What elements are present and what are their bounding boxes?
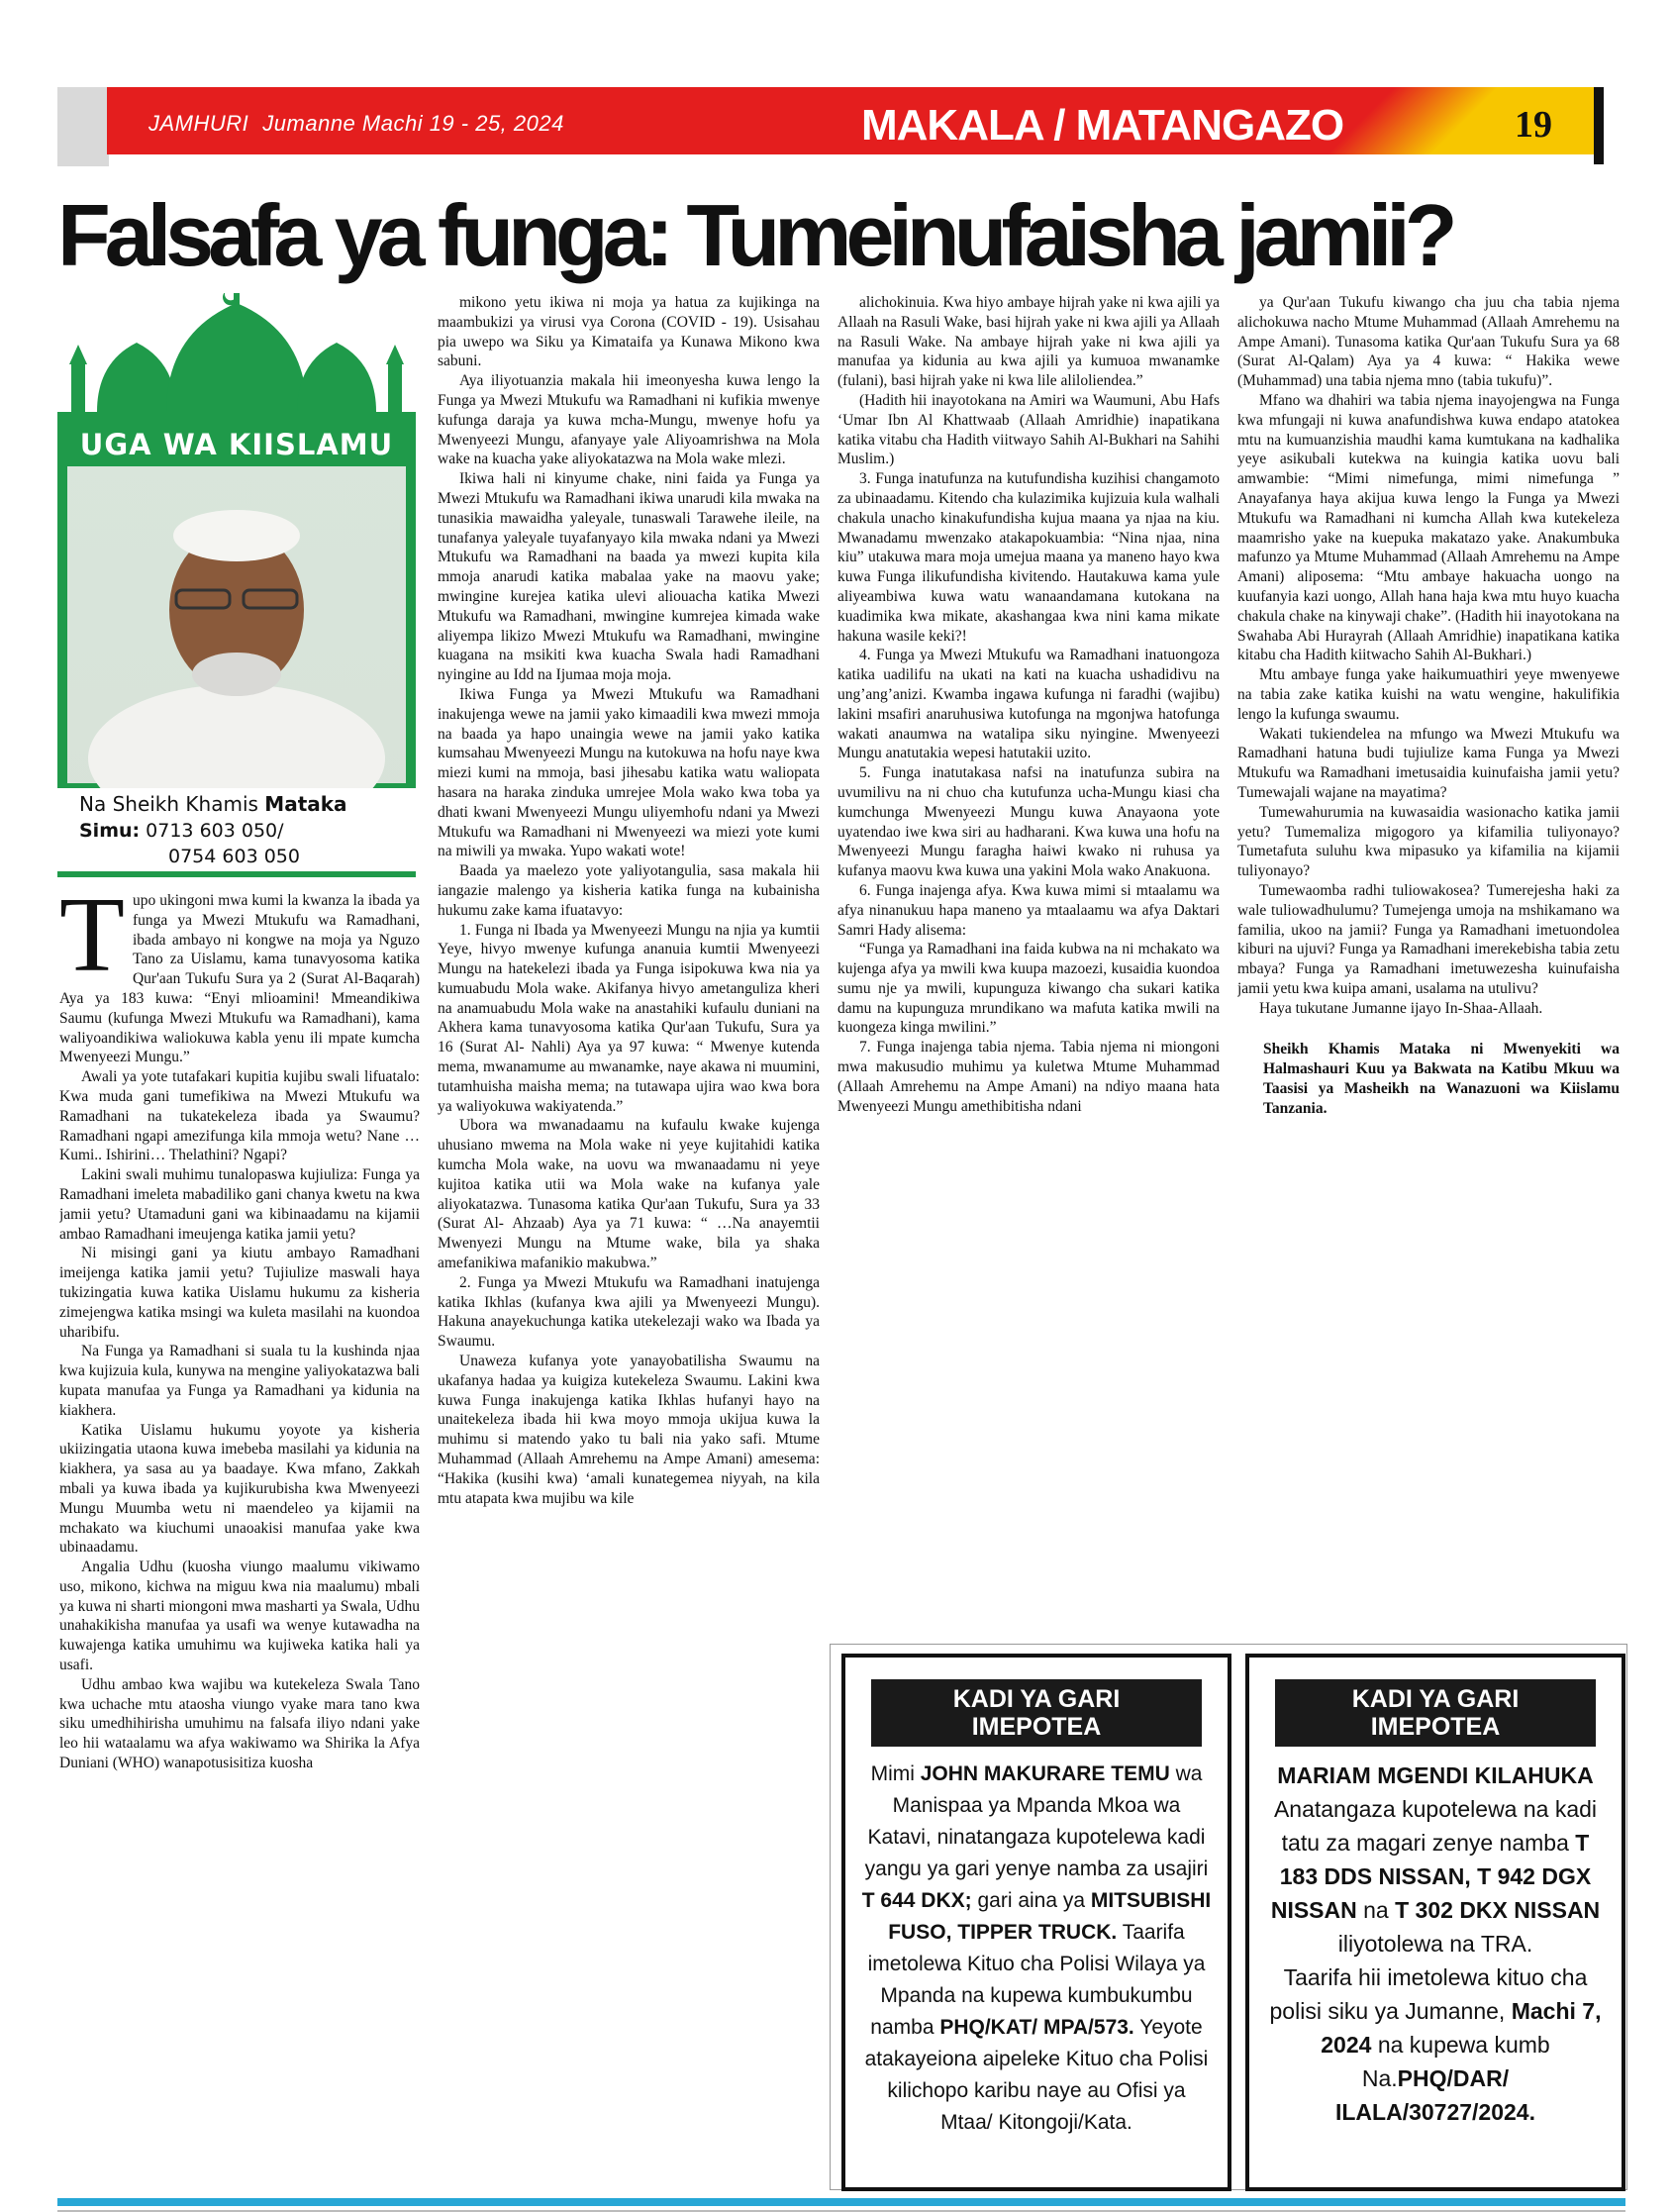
headline: Falsafa ya funga: Tumeinufaisha jamii?	[57, 186, 1452, 284]
article-paragraph: Ubora wa mwanadaamu na kufaulu kwake kujenga uhusiano mwema na Mola wake ni yeye kujitahidi katika kumcha Mola wake, na uovu wa mwanaadamu ni yeye kujitoa katika utii wa Mola wake na kufanya yale aliyokatazwa. Tunasoma katika Qur'aan Tukufu, Sura ya 33 (Surat Al- Ahzaab) Aya ya 71 kuwa: “ …Na anayemtii Mwenyezi Mungu na Mtume wake, bila ya shaka amefanikiwa mafanikio makubwa.”	[438, 1117, 820, 1272]
green-divider	[57, 871, 416, 877]
ad-1-heading-line-2: IMEPOTEA	[971, 1713, 1102, 1741]
phone-number-2: 0754 603 050	[168, 846, 300, 867]
phone-number-1: 0713 603 050/	[146, 820, 284, 842]
ad-2-text: na	[1356, 1897, 1396, 1923]
ad-1-text: wa Manispaa ya Mpanda Mkoa wa Katavi, ninatangaza kupotelewa kadi yangu ya gari yenye namba za usajiri	[864, 1762, 1209, 1880]
ad-2-reference: PHQ/DAR/ ILALA/30727/2024.	[1334, 2065, 1535, 2125]
article-paragraph: Udhu ambao kwa wajibu wa kutekeleza Swala Tano kwa uchache mtu ataosha viungo vyake mara tano kwa siku umedhihirisha umuhimu na falsafa iliyo ndani yake leo hii wataalamu wa afya wakiwamo wa Shirika la Afya Duniani (WHO) wanapotusisitiza kuosha	[59, 1675, 420, 1772]
article-paragraph: alichokinuia. Kwa hiyo ambaye hijrah yake ni kwa ajili ya Allaah na Rasuli Wake, basi hijrah yake ni kwa ajili ya Allaah na Rasuli Wake. Na ambaye hijrah yake ni kwa ajili ya manufaa ya kidunia au kwa ajili ya kumuoa mwanamke (fulani), basi hijrah yake ni kwa lile aliloliendea.”	[837, 294, 1220, 390]
article-paragraph: Katika Uislamu hukumu yoyote ya kisheria ukiizingatia utaona kuwa imebeba masilahi ya kidunia na kiakhera, ya sasa au ya baadaye. Kwa mfano, Zakkah mbali ya kuwa ibada ya kujikurubisha kwa Mwenyeezi Mungu Muumba wetu ni maendeleo ya kijamii na mchakato wa kiuchumi unaoakisi manufaa yake kwa ubinaadamu.	[59, 1421, 420, 1557]
ad-2-text: na kupewa kumb Na.	[1361, 2032, 1550, 2091]
ad-1-text: Yeyote atakayeiona aipeleke Kituo cha Polisi kilichopo karibu naye au Ofisi ya Mtaa/ Kitongoji/Kata.	[864, 2016, 1209, 2134]
article-paragraph: (Hadith hii inayotokana na Amiri wa Waumuni, Abu Hafs ‘Umar Ibn Al Khattwaab (Allaah Amridhie) inapatikana katika vitabu cha Hadith viitwayo Sahih Al-Bukhari na Sahihi Muslim.)	[837, 391, 1220, 468]
article-paragraph: Angalia Udhu (kuosha viungo maalumu vikiwamo uso, mikono, kichwa na miguu kwa nia maalumu) mbali ya kuwa ni sharti miongoni mwa masharti ya Swala, Udhu unahakikisha manufaa ya usafi wa wenye kutawadha na kuwajenga katika umuhimu wa kujiweka katika hali ya usafi.	[59, 1558, 420, 1674]
ad-2-heading-line-1: KADI YA GARI	[1351, 1685, 1520, 1713]
article-paragraph: “Funga ya Ramadhani ina faida kubwa na ni mchakato wa kujenga afya ya mwili kwa kuupa mazoezi, kusaidia kuondoa sumu nje ya mwili, kupunguza kiwango cha sukari katika damu na kupunguza mrundikano wa mafuta katika mwili na kuongeza kinga mwilini.”	[837, 941, 1220, 1037]
header-gray-block	[57, 87, 109, 166]
phone-line-1	[79, 820, 284, 842]
article-paragraph: upo ukingoni mwa kumi la kwanza la ibada ya funga ya Mwezi Mtukufu wa Ramadhani, ibada ambayo ni kongwe na moja ya Nguzo Tano za Uislamu, kama tunavyosoma katika Qur'aan Tukufu Sura ya 2 (Surat Al-Baqarah) Aya ya 183 kuwa: “Enyi mlioamini! Mmeandikiwa Saumu (kufunga Mwezi Mtukufu wa Ramadhani), kama waliyoandikiwa waliokuwa kabla yenu ili mpate kumcha Mwenyeezi Mungu.”	[59, 892, 420, 1066]
ad-2-plates: T 183 DDS NISSAN, T 942 DGX NISSAN	[1270, 1830, 1592, 1923]
ad-lost-card-1	[841, 1654, 1231, 2191]
column-title: UGA WA KIISLAMU	[79, 428, 394, 461]
ad-1-reference: PHQ/KAT/ MPA/573.	[939, 2016, 1134, 2039]
article-paragraph: Ikiwa Funga ya Mwezi Mtukufu wa Ramadhani inakujenga wewe na jamii yako kimaadili kwa mwezi mmoja na baada ya hapo unaingia wewe na jamii yako katika kumsahau Mwenyeezi Mungu na kutokuwa na hofu naye kwa miezi kumi na mmoja, basi jihesabu katika watu waliopata hasara na haraka zinduka umrejee Mola wako kwa toba ya dhati kwani Mwenyeezi Mungu uliyemhofu ndani ya Mwezi Mtukufu wa Ramadhani ni Mwenyeezi wa miezi yote kumi na miwili ya mwaka. Yupo wakati wote!	[438, 685, 820, 860]
article-paragraph: 1. Funga ni Ibada ya Mwenyeezi Mungu na njia ya kumtii Yeye, hivyo mwenye kufunga ananuia kumtii Mwenyeezi Mungu na hatekelezi ibada ya Funga isipokuwa kwa nia ya kumuabudu Mola wake. Akifanya hivyo ametanguliza kheri na anamuabudu Mola wake na anastahiki kufaulu duniani na Akhera kama tunavyosoma katika Qur'aan Tukufu, Sura ya 16 (Surat Al- Nahli) Aya ya 97 kuwa: “ Mwenye kutenda mema, mwanamume au mwanamke, naye akawa ni muumini, tutamhuisha maisha mema; na tutawapa ujira wao kwa bora ya waliyokuwa wakiyatenda.”	[438, 921, 820, 1115]
byline-name: Mataka	[264, 792, 347, 816]
ad-2-text: Anatangaza kupotelewa na kadi tatu za magari zenye namba	[1273, 1796, 1598, 1856]
article-paragraph: 6. Funga inajenga afya. Kwa kuwa mimi si mtaalamu wa afya ninanukuu hapa maneno ya mtaalaamu wa afya Daktari Samri Hady alisema:	[837, 881, 1220, 939]
ad-2-heading	[1275, 1679, 1596, 1747]
ad-1-text: Taarifa imetolewa Kituo cha Polisi Wilaya ya Mpanda na kupewa kumbukumbu namba	[867, 1921, 1206, 2039]
article-paragraph: Lakini swali muhimu tunalopaswa kujiuliza: Funga ya Ramadhani imeleta mabadiliko gani chanya kwetu na kwa jamii yetu? Utamaduni gani wa kibinaadamu na kijamii ambao Ramadhani imeujenga katika jamii yetu?	[59, 1166, 420, 1243]
byline-prefix: Na Sheikh Khamis	[79, 792, 265, 816]
byline	[79, 792, 347, 816]
ad-1-text: gari aina ya	[971, 1889, 1091, 1912]
article-paragraph: Haya tukutane Jumanne ijayo In-Shaa-Allaah.	[1259, 999, 1543, 1017]
ad-lost-card-2	[1245, 1654, 1625, 2191]
paper-name: JAMHURI	[148, 111, 249, 136]
article-paragraph: 5. Funga inatutakasa nafsi na inatufunza subira na uvumilivu na ni chuo cha kutufunza ucha-Mungu kiasi cha kumchunga Mwenyeezi Mungu kuwa Anayaona yote uyatendao iwe kwa siri au hadharani. Kwa kuwa una hofu na Mwenyeezi Mungu faragha haiwi kwako ni ruhusa ya kufanya maovu kwa kuwa una yakini Mola wako Anakuona.	[837, 764, 1220, 880]
article-column-2	[438, 293, 820, 2184]
drop-cap: T	[59, 891, 125, 994]
ad-1-text: Mimi	[870, 1762, 921, 1785]
ad-2-plate-3: T 302 DKX NISSAN	[1395, 1897, 1601, 1923]
article-paragraph: Unaweza kufanya yote yanayobatilisha Swaumu na ukafanya hadaa ya kuigiza kutekeleza Swaumu. Lakini kwa kuwa Funga inakujenga katika Ikhlas hufanyi hayo na unaitekeleza ibada hii kwa moyo mmoja ukijua kuwa la muhimu si matendo yako tu bali nia yako safi. Mtume Muhammad (Allaah Amrehemu na Ampe Amani) amesema: “Hakika (kusihi kwa) ‘amali kunategemea niyyah, na kila mtu atapata kwa mujibu wa kile	[438, 1353, 820, 1507]
article-paragraph: Tumewahurumia na kuwasaidia wasionacho katika jamii yetu? Tumemaliza migogoro ya kifamilia tuliyonayo? Tumetafuta suluhu kwa mipasuko ya kifamilia na kijamii tuliyonayo?	[1237, 803, 1620, 880]
ad-2-text: iliyotolewa na TRA.	[1337, 1931, 1533, 1957]
page-number: 19	[1515, 104, 1552, 146]
article-paragraph: Ikiwa hali ni kinyume chake, nini faida ya Funga ya Mwezi Mtukufu wa Ramadhani ikiwa unarudi kila mwaka na tunasikia mawaidha yaleyale, tunaswali Tarawehe ileile, na tunafanya yaleyale tuyafanyayo kila mwaka ndani ya Mwezi Mtukufu wa Ramadhani na baada ya mwezi kupita kila mmoja anarudi katika mabalaa yake na maovu yake; mwingine kurejea katika ulevi aliouacha katika Mwezi Mtukufu wa Ramadhani, mwingine kumrejea kimada wake aliyempa likizo Mwezi Mtukufu wa Ramadhani, mwingine kuagana na msikiti kwa kuacha Swala hadi Ramadhani nyingine au Idd na Ijumaa moja moja.	[438, 470, 820, 684]
article-paragraph: Ni misingi gani ya kiutu ambayo Ramadhani imeijenga katika jamii yetu? Tujiulize maswali haya tukizingatia kuwa katika Uislamu hukumu za kisheria zimejengwa katika msingi wa kuleta masilahi na kuondoa uharibifu.	[59, 1245, 420, 1341]
article-paragraph: Tumewaomba radhi tuliowakosea? Tumerejesha haki za wale tuliowadhulumu? Tumejenga umoja na mshikamano wa familia, ukoo na jamii? Funga ya Ramadhani imetuondolea kiburi na ujuvi? Funga ya Ramadhani imerekebisha tabia zetu mbaya? Funga ya Ramadhani imetuwezesha kuinufaisha jamii yetu kwa kuipa amani, usalama na utulivu?	[1237, 881, 1620, 997]
ad-2-body	[1249, 1747, 1622, 2129]
article-paragraph: Wakati tukiendelea na mfungo wa Mwezi Mtukufu wa Ramadhani hatuna budi tujiulize kama Funga ya Mwezi Mtukufu wa Ramadhani imetusaidia kuinufaisha jamii yetu? Tumewajali wajane na mayatima?	[1237, 725, 1620, 801]
article-paragraph: 4. Funga ya Mwezi Mtukufu wa Ramadhani inatuongoza katika uadilifu na ukati na kati na kuacha ushadidivu na ung’ang’anizi. Kwamba ingawa kufunga ni faradhi (wajibu) lakini msafiri anaruhusiwa kutofunga na mgonjwa hatofunga wakati anaumwa na watalipa siku nyingine. Mwenyeezi Mungu anatutakia wepesi hatutakii uzito.	[837, 647, 1220, 762]
article-column-1	[59, 891, 420, 2183]
ad-2-text: Taarifa hii imetolewa kituo cha polisi siku ya Jumanne,	[1269, 1964, 1588, 2024]
ad-1-heading	[871, 1679, 1202, 1747]
phone-label: Simu:	[79, 820, 141, 842]
issue-date: Jumanne Machi 19 - 25, 2024	[262, 111, 564, 136]
article-paragraph: 3. Funga inatufunza na kutufundisha kuzihisi changamoto za ubinaadamu. Kitendo cha kulazimika kujizuia kula walhali chakula unacho kinakufundisha kujua maana ya njaa na kiu. Mwanadamu mwenzako atakapokuambia: “Nina njaa, nina kiu” utakuwa mara moja umejua maana ya maneno hayo kwa kuwa Funga ilikufundisha kivitendo. Hautakuwa kama yule aliyeambiwa kuwa watu wanaandamana kutokana na kuadimika kwa mikate, akashangaa kwa nini kama mikate hakuna wasile keki?!	[837, 470, 1220, 645]
article-paragraph: Mtu ambaye funga yake haikumuathiri yeye mwenyewe na tabia zake katika kuishi na watu wengine, hakulifikia lengo la kufunga swaumu.	[1237, 666, 1620, 723]
ad-1-plate: T 644 DKX;	[861, 1889, 972, 1912]
article-paragraph: Aya iliyotuanzia makala hii imeonyesha kuwa lengo la Funga ya Mwezi Mtukufu wa Ramadhani ni kufikia mwenye kufunga daraja ya kuwa mcha-Mungu, mwenye hofu ya Mwenyeezi Mungu, afanyaye yale Aliyoamrishwa na Mola wake na kuacha yake aliyokatazwa na Mola wake mlezi.	[438, 372, 820, 468]
footer-blue-rule	[57, 2198, 1625, 2206]
article-paragraph: 2. Funga ya Mwezi Mtukufu wa Ramadhani inatujenga katika Ikhlas (kufanya kwa ajili ya Mwenyeezi Mungu). Hakuna anayekuchunga katika utekelezaji wako wa Ibada ya Swaumu.	[438, 1273, 820, 1351]
ad-1-vehicle: MITSUBISHI FUSO, TIPPER TRUCK.	[888, 1889, 1212, 1944]
article-paragraph: Awali ya yote tutafakari kupitia kujibu swali lifuatalo: Kwa muda gani tumefikiwa na Mwezi Mtukufu wa Ramadhani na tukatekeleza ibada ya Swaumu? Ramadhani ngapi amezifunga kila mmoja wetu? Nane … Kumi.. Ishirini… Thelathini? Ngapi?	[59, 1068, 420, 1164]
ad-1-heading-line-1: KADI YA GARI	[952, 1685, 1121, 1713]
article-paragraph: mikono yetu ikiwa ni moja ya hatua za kujikinga na maambukizi ya virusi vya Corona (COVID - 19). Usisahau pia uwepo wa Siku ya Kimataifa ya Kunawa Mikono kwa sabuni.	[438, 294, 820, 370]
article-column-4	[1237, 293, 1620, 1640]
ad-1-owner: JOHN MAKURARE TEMU	[920, 1762, 1170, 1785]
article-paragraph: Baada ya maelezo yote yaliyotangulia, sasa makala hii iangazie malengo ya kisheria katika funga na kubainisha hukumu zake kama ifuatavyo:	[438, 862, 820, 919]
article-paragraph: 7. Funga inajenga tabia njema. Tabia njema ni miongoni mwa makusudio muhimu ya kuletwa Mtume Muhammad (Allaah Amrehemu na Ampe Amani) na ndiyo maana hata Mwenyeezi Mungu amethibitisha ndani	[837, 1039, 1220, 1115]
paper-name-date	[148, 111, 578, 137]
article-column-3	[837, 293, 1220, 1640]
author-note: Sheikh Khamis Mataka ni Mwenyekiti wa Halmashauri Kuu ya Bakwata na Katibu Mkuu wa Taasisi ya Masheikh na Wanazuoni wa Kiislamu Tanzania.	[1263, 1041, 1620, 1117]
article-paragraph: Na Funga ya Ramadhani si suala tu la kushinda njaa kwa kujizuia kula, kunywa na mengine yaliyokatazwa bali kupata manufaa ya Funga ya Ramadhani ya kidunia na kiakhera.	[59, 1343, 420, 1419]
ad-1-body	[845, 1747, 1228, 2139]
header-edge-bar	[1594, 87, 1604, 164]
column-logo-art	[57, 293, 416, 788]
article-paragraph: ya Qur'aan Tukufu kiwango cha juu cha tabia njema alichokuwa nacho Mtume Muhammad (Allaah Amrehemu na Ampe Amani). Tunasoma katika Qur'aan Tukufu Sura ya 68 (Surat Al-Qalam) Aya ya 4 kuwa: “ Hakika wewe (Muhammad) una tabia njema mno (tabia tukufu)”.	[1237, 294, 1620, 390]
section-title: MAKALA / MATANGAZO	[861, 101, 1344, 150]
ad-2-owner: MARIAM MGENDI KILAHUKA	[1277, 1762, 1594, 1788]
article-paragraph: Mfano wa dhahiri wa tabia njema inayojengwa na Funga kwa mfungaji ni kuwa anafundishwa kuwa endapo atatokea mtu na kumuanzishia maudhi kama kumtukana na kadhalika yeye asikubali kutekwa na kuingia katika uovu bali amwambie: “Mimi nimefunga, mimi nimefunga ” Anayafanya haya akijua kuwa lengo la Funga ya Mwezi Mtukufu wa Ramadhani ni kumcha Allah kwa kutekeleza maamrisho yake na kuepuka makatazo yake. Anakumbuka mafunzo ya Mtume Muhammad (Allaah Amrehemu na Ampe Amani) aliposema: “Mtu ambaye hakuacha uongo na kuufanyia kazi uongo, Allah hana haja kwa mtu huyo kuacha chakula chake na kinywaji chake”. (Hadith hii inayotokana na Swahaba Abi Hurayrah (Allaah Amridhie) inapatikana katika kitabu cha Hadith kiitwacho Sahih Al-Bukhari.)	[1237, 391, 1620, 664]
ad-2-heading-line-2: IMEPOTEA	[1370, 1713, 1501, 1741]
ad-2-date: Machi 7, 2024	[1321, 1998, 1602, 2058]
